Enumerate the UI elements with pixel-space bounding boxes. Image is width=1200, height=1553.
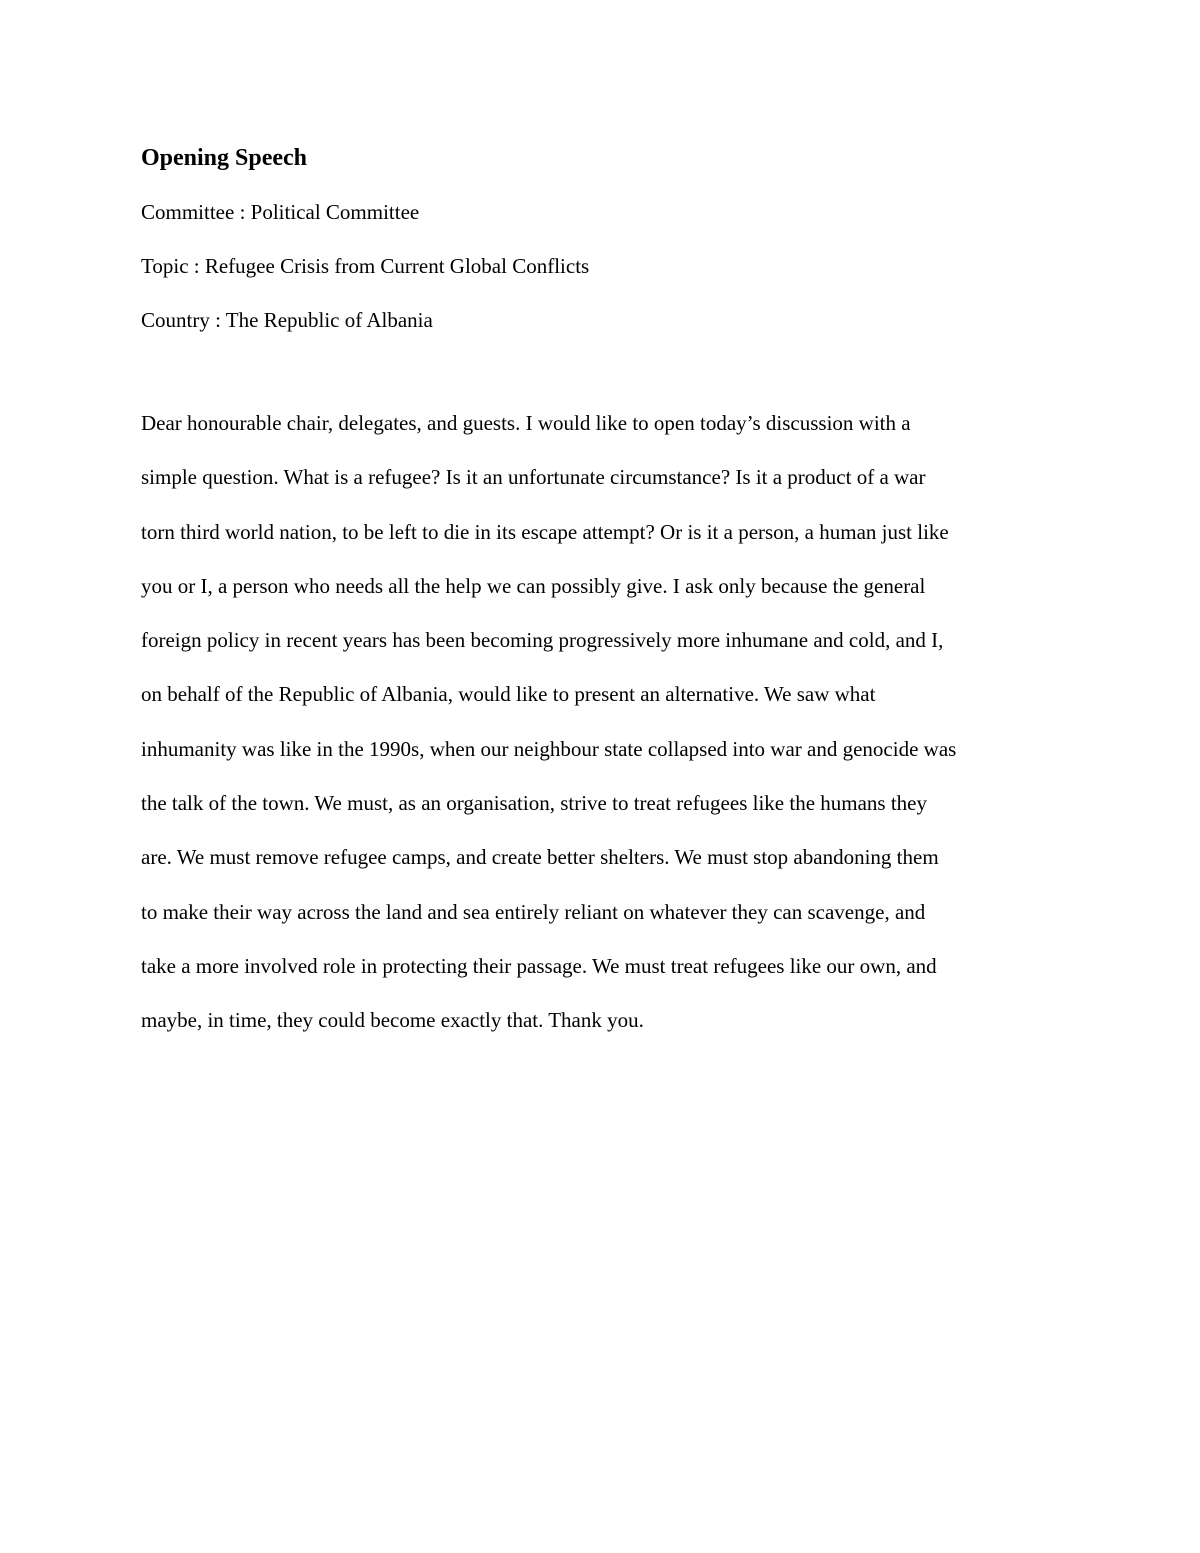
speech-body <box>141 396 1081 1048</box>
section-spacer <box>141 356 1081 396</box>
document-title: Opening Speech <box>141 145 308 171</box>
speech-line: to make their way across the land and sea entirely reliant on whatever they can scavenge, and <box>141 899 926 924</box>
country-line: Country : The Republic of Albania <box>141 308 433 332</box>
speech-line: take a more involved role in protecting their passage. We must treat refugees like our own, and <box>141 953 937 978</box>
speech-line: on behalf of the Republic of Albania, would like to present an alternative. We saw what <box>141 682 876 707</box>
speech-line: simple question. What is a refugee? Is it an unfortunate circumstance? Is it a product of a war <box>141 465 926 490</box>
speech-line: Dear honourable chair, delegates, and guests. I would like to open today’s discussion with a <box>141 411 911 435</box>
speech-line: are. We must remove refugee camps, and create better shelters. We must stop abandoning them <box>141 845 939 870</box>
speech-line: maybe, in time, they could become exactly that. Thank you. <box>141 1008 644 1033</box>
speech-line: foreign policy in recent years has been becoming progressively more inhumane and cold, and I, <box>141 628 944 653</box>
speech-line: you or I, a person who needs all the help we can possibly give. I ask only because the general <box>141 573 926 598</box>
committee-line: Committee : Political Committee <box>141 200 420 224</box>
speech-line: torn third world nation, to be left to die in its escape attempt? Or is it a person, a human just like <box>141 519 949 544</box>
speech-line: the talk of the town. We must, as an organisation, strive to treat refugees like the humans they <box>141 791 928 816</box>
topic-line: Topic : Refugee Crisis from Current Global Conflicts <box>141 254 590 278</box>
speech-line: inhumanity was like in the 1990s, when our neighbour state collapsed into war and genocide was <box>141 736 957 761</box>
document-content <box>141 140 1081 1048</box>
